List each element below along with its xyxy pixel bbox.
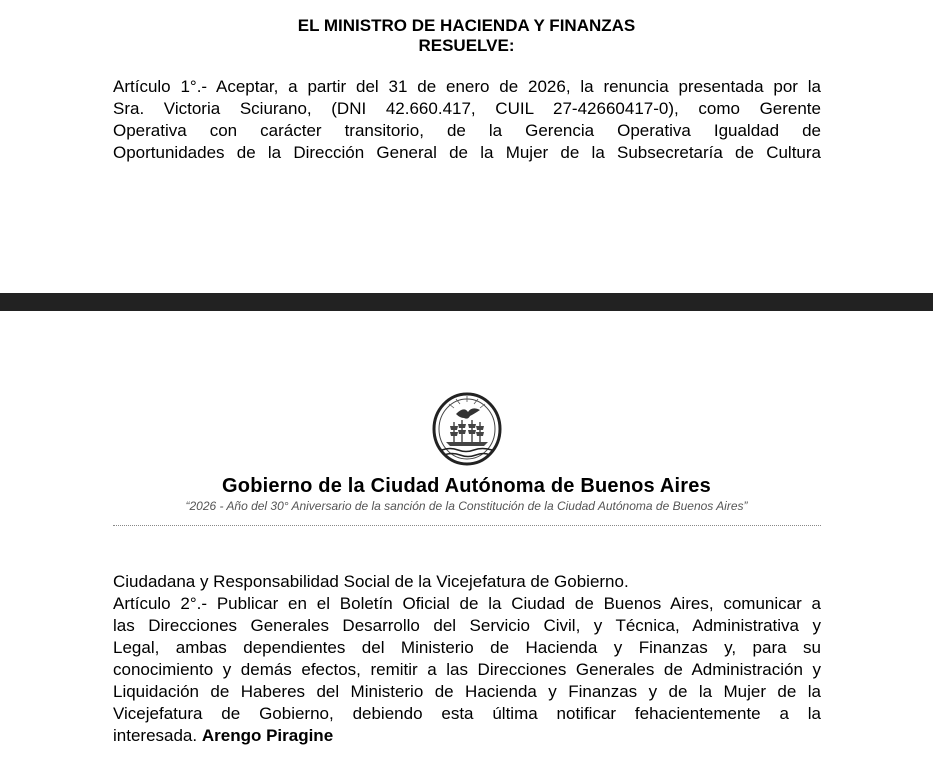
dotted-separator: [113, 525, 821, 526]
signature-name: Arengo Piragine: [201, 726, 334, 745]
page-1: [0, 0, 933, 293]
minister-heading: EL MINISTRO DE HACIENDA Y FINANZAS: [297, 16, 636, 35]
continuation-paragraph: [113, 571, 821, 747]
page-break-divider: [0, 293, 933, 311]
continuation-line: Ciudadana y Responsabilidad Social de la Vicejefatura de Gobierno.: [113, 572, 629, 591]
article-2-line: las Direcciones Generales Desarrollo del Servicio Civil, y Técnica, Administrativa y: [113, 616, 821, 635]
article-2-line: Artículo 2°.- Publicar en el Boletín Oficial de la Ciudad de Buenos Aires, comunicar a: [113, 594, 821, 613]
article-1-line: Artículo 1°.- Aceptar, a partir del 31 de enero de 2026, la renuncia presentada por la: [113, 77, 821, 96]
article-2-line: Vicejefatura de Gobierno, debiendo esta última notificar fehacientemente a la: [113, 704, 821, 723]
article-2-line: Legal, ambas dependientes del Ministerio de Hacienda y Finanzas y, para su: [113, 638, 821, 657]
last-line-text: interesada.: [113, 726, 202, 745]
article-1-paragraph: [113, 76, 821, 164]
city-seal-icon: [432, 392, 502, 466]
article-2-line: Liquidación de Haberes del Ministerio de Hacienda y Finanzas y de la Mujer de la: [113, 682, 821, 701]
resolves-heading: RESUELVE:: [418, 36, 515, 55]
article-2-line: conocimiento y demás efectos, remitir a las Direcciones Generales de Administración y: [113, 660, 821, 679]
year-motto: “2026 - Año del 30° Aniversario de la sanción de la Constitución de la Ciudad Autónoma de Buenos Aires”: [185, 499, 748, 513]
article-2-last-line: [113, 725, 821, 747]
article-1-line: Operativa con carácter transitorio, de la Gerencia Operativa Igualdad de: [113, 121, 821, 140]
article-1-line: Sra. Victoria Sciurano, (DNI 42.660.417, CUIL 27-42660417-0), como Gerente: [113, 99, 821, 118]
government-title: Gobierno de la Ciudad Autónoma de Buenos Aires: [222, 475, 711, 497]
article-1-line: Oportunidades de la Dirección General de la Mujer de la Subsecretaría de Cultura: [113, 143, 821, 162]
